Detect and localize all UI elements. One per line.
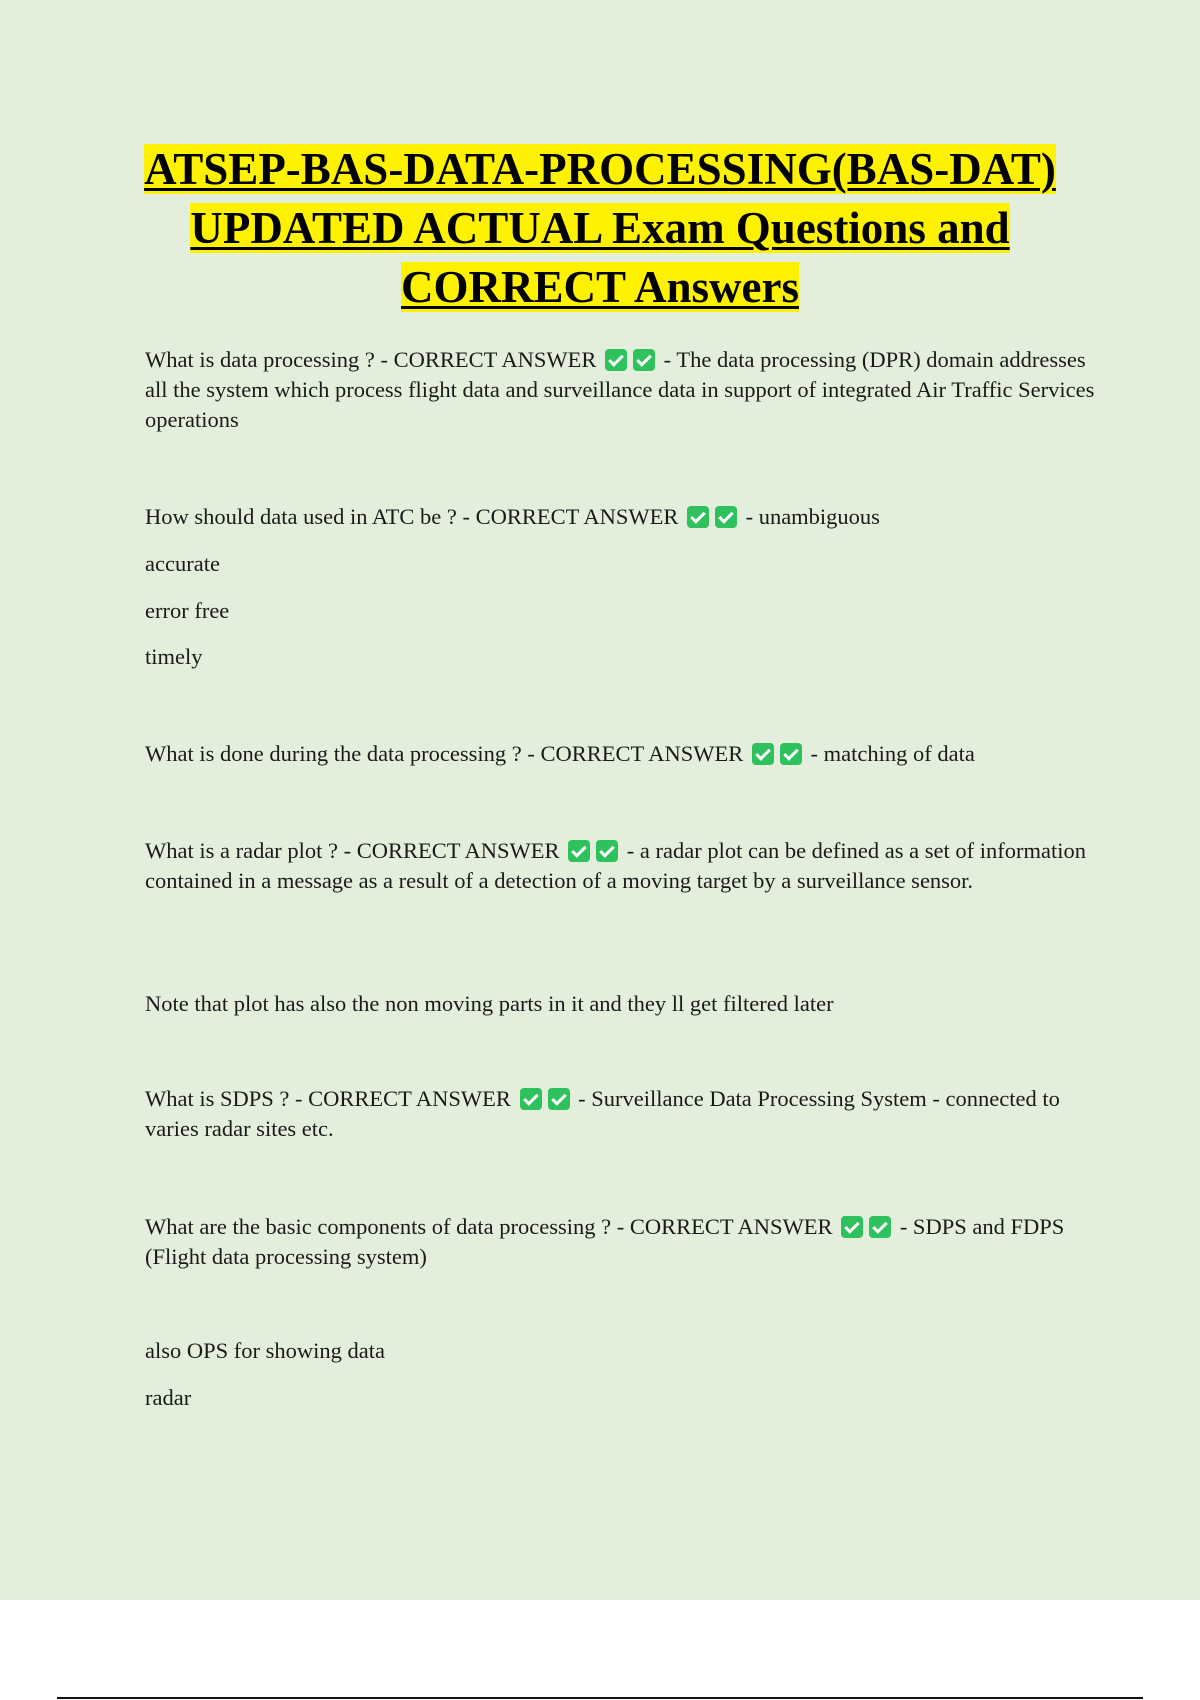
question-text: What are the basic components of data processing ? - CORRECT ANSWER: [145, 1214, 833, 1239]
qa-entry-1: [145, 345, 1095, 435]
question-text: How should data used in ATC be ? - CORRECT ANSWER: [145, 504, 679, 529]
answer-text: - Surveillance Data Processing System - connected to varies radar sites etc.: [145, 1086, 1060, 1141]
answer-line: error free: [145, 598, 230, 623]
check-square-icon: [568, 840, 590, 862]
footer-divider: [57, 1697, 1143, 1699]
check-square-icon: [715, 506, 737, 528]
question-text: What is data processing ? - CORRECT ANSWER: [145, 347, 597, 372]
qa-entry-4: [145, 836, 1095, 896]
question-text: What is a radar plot ? - CORRECT ANSWER: [145, 838, 560, 863]
check-square-icon: [633, 349, 655, 371]
document-title: [120, 140, 1080, 317]
answer-text: - matching of data: [810, 741, 975, 766]
check-square-icon: [780, 743, 802, 765]
answer-line: timely: [145, 644, 203, 669]
qa-entry-5: [145, 1084, 1095, 1144]
check-square-icon: [841, 1216, 863, 1238]
check-square-icon: [869, 1216, 891, 1238]
qa-entry-2: [145, 502, 1095, 532]
question-text: What is SDPS ? - CORRECT ANSWER: [145, 1086, 511, 1111]
answer-line: accurate: [145, 551, 220, 576]
answer-text: - unambiguous: [745, 504, 880, 529]
question-text: What is done during the data processing ? - CORRECT ANSWER: [145, 741, 744, 766]
check-square-icon: [605, 349, 627, 371]
document-title-text: ATSEP-BAS-DATA-PROCESSING(BAS-DAT) UPDATED ACTUAL Exam Questions and CORRECT Answers: [144, 144, 1056, 312]
answer-line: also OPS for showing data: [145, 1338, 385, 1363]
answer-line: radar: [145, 1385, 192, 1410]
answer-text: - SDPS and FDPS (Flight data processing system): [145, 1214, 1065, 1269]
check-square-icon: [596, 840, 618, 862]
answer-text: - The data processing (DPR) domain addresses all the system which process flight data and surveillance data in support of integrated Air Traffic Services operations: [145, 347, 1095, 432]
note-text: Note that plot has also the non moving parts in it and they ll get filtered later: [145, 991, 834, 1016]
qa-entry-3: [145, 739, 1095, 769]
check-square-icon: [752, 743, 774, 765]
qa-entry-6: [145, 1212, 1095, 1272]
check-square-icon: [548, 1088, 570, 1110]
answer-text: - a radar plot can be defined as a set of information contained in a message as a result of a detection of a moving target by a surveillance sensor.: [145, 838, 1086, 893]
check-square-icon: [520, 1088, 542, 1110]
check-square-icon: [687, 506, 709, 528]
